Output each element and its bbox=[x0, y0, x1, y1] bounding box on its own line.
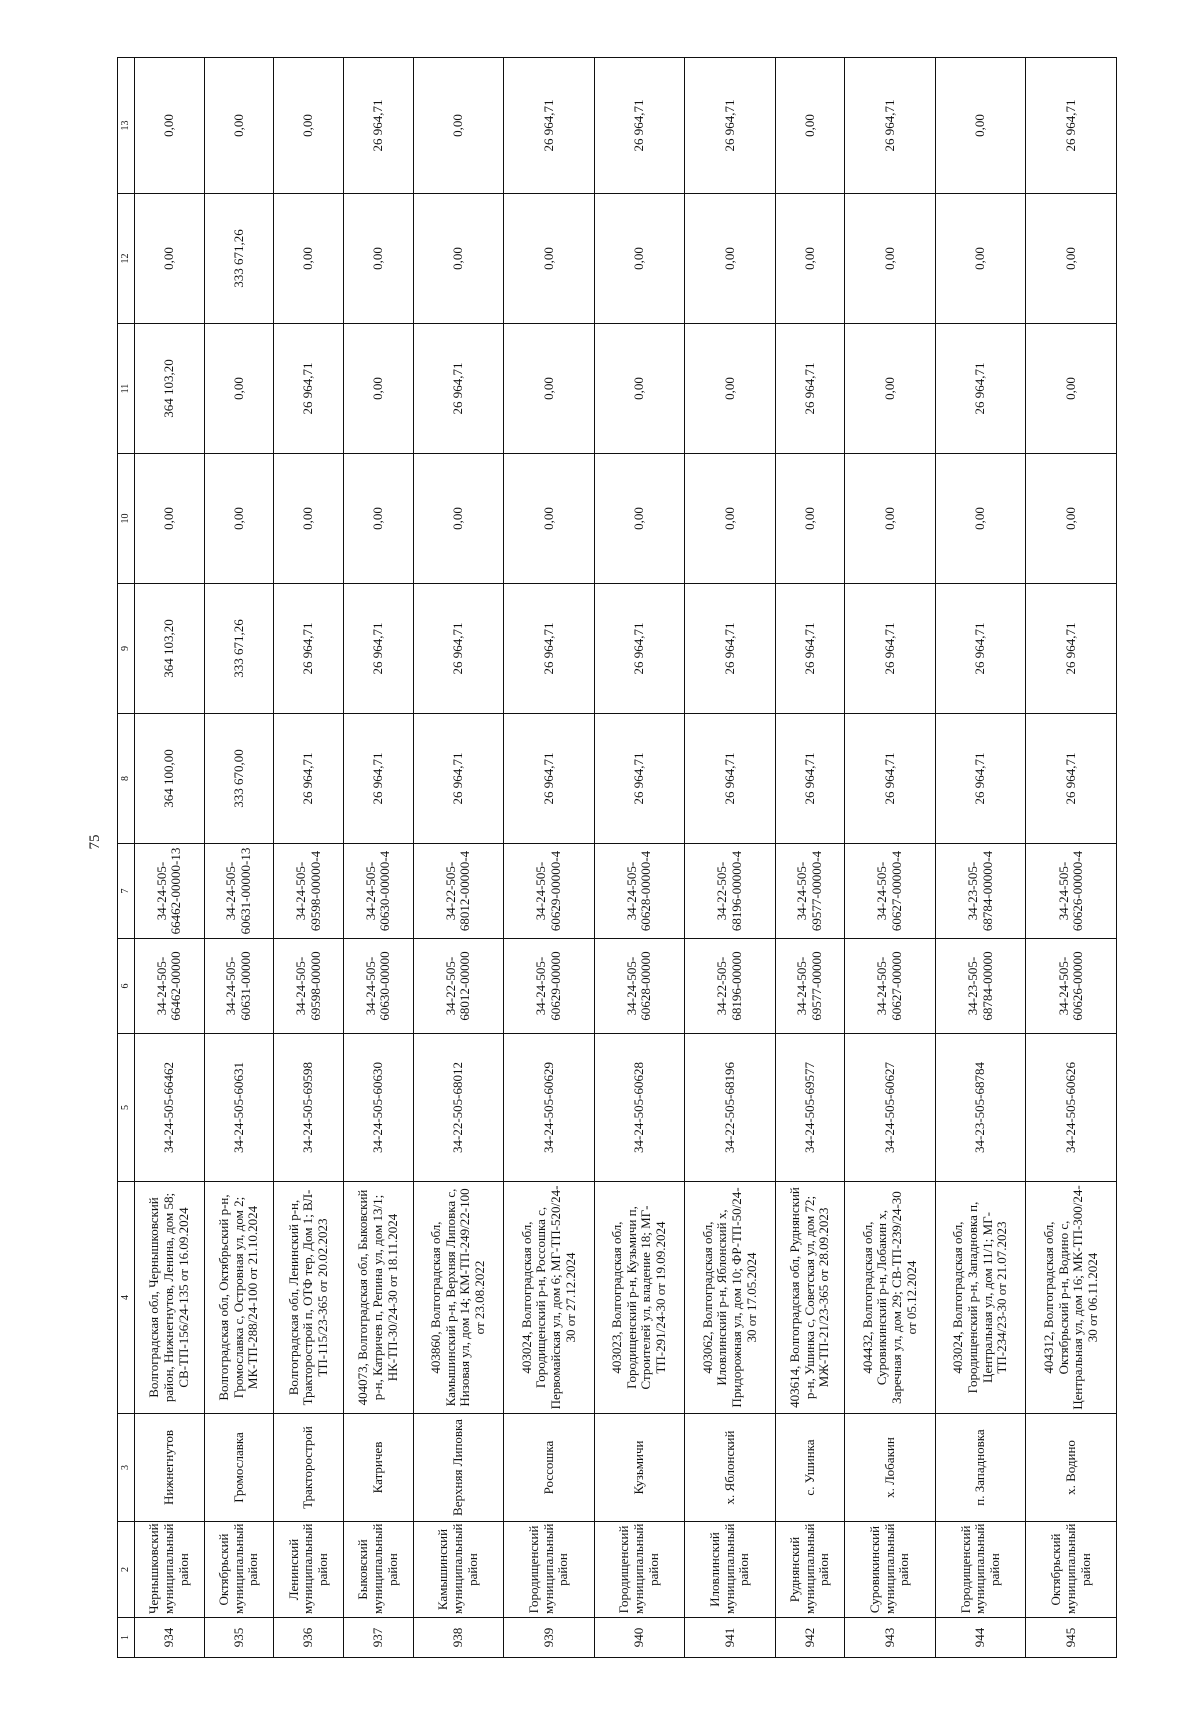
amount-cell-10: 0,00 bbox=[594, 454, 685, 584]
amount-cell-11: 26 964,71 bbox=[775, 324, 845, 454]
table-row bbox=[1026, 58, 1117, 1658]
code-suffix-cell: 34-24-505-60627-00000-4 bbox=[845, 844, 936, 939]
address-cell: 404073, Волгоградская обл, Быковский р-н, Катричев п, Репина ул, дом 13/1; НК-ТП-30/24-30 от 18.11.2024 bbox=[343, 1182, 413, 1414]
settlement-cell: п. Западновка bbox=[935, 1414, 1026, 1522]
table-row bbox=[204, 58, 274, 1658]
settlement-cell: Громославка bbox=[204, 1414, 274, 1522]
amount-cell-11: 26 964,71 bbox=[413, 324, 504, 454]
code-cell: 34-24-505-69598 bbox=[274, 1034, 344, 1182]
column-number: 10 bbox=[118, 454, 135, 584]
code-cell: 34-24-505-69577 bbox=[775, 1034, 845, 1182]
amount-cell-9: 26 964,71 bbox=[935, 584, 1026, 714]
amount-cell-8: 26 964,71 bbox=[775, 714, 845, 844]
address-cell: 403024, Волгоградская обл, Городищенский р-н, Россошка с, Первомайская ул, дом 6; МГ-ТП-520/24-30 от 27.12.2024 bbox=[504, 1182, 595, 1414]
amount-cell-12: 0,00 bbox=[775, 194, 845, 324]
amount-cell-13: 0,00 bbox=[935, 58, 1026, 194]
amount-cell-9: 333 671,26 bbox=[204, 584, 274, 714]
row-number: 938 bbox=[413, 1618, 504, 1658]
amount-cell-13: 26 964,71 bbox=[594, 58, 685, 194]
amount-cell-8: 26 964,71 bbox=[594, 714, 685, 844]
amount-cell-12: 333 671,26 bbox=[204, 194, 274, 324]
district-cell: Городищенский муниципальный район bbox=[504, 1522, 595, 1618]
settlement-cell: Тракторострой bbox=[274, 1414, 344, 1522]
code-suffix-cell: 34-22-505-68012-00000-4 bbox=[413, 844, 504, 939]
code-suffix-cell: 34-23-505-68784-00000-4 bbox=[935, 844, 1026, 939]
page-number: 75 bbox=[86, 834, 103, 850]
row-number: 937 bbox=[343, 1618, 413, 1658]
address-cell: 404432, Волгоградская обл, Суровикинский р-н, Лобакин х, Заречная ул, дом 29; СВ-ТП-239/24-30 от 05.12.2024 bbox=[845, 1182, 936, 1414]
amount-cell-13: 26 964,71 bbox=[845, 58, 936, 194]
amount-cell-13: 0,00 bbox=[775, 58, 845, 194]
amount-cell-9: 26 964,71 bbox=[1026, 584, 1117, 714]
amount-cell-11: 0,00 bbox=[504, 324, 595, 454]
amount-cell-12: 0,00 bbox=[594, 194, 685, 324]
code-suffix-cell: 34-24-505-66462-00000-13 bbox=[135, 844, 205, 939]
code-suffix-cell: 34-24-505-60626-00000-4 bbox=[1026, 844, 1117, 939]
district-cell: Быковский муниципальный район bbox=[343, 1522, 413, 1618]
code-full-cell: 34-24-505-60630-00000 bbox=[343, 939, 413, 1034]
amount-cell-12: 0,00 bbox=[504, 194, 595, 324]
registry-table bbox=[117, 57, 1117, 1658]
table-row bbox=[935, 58, 1026, 1658]
settlement-cell: Верхняя Липовка bbox=[413, 1414, 504, 1522]
table-row bbox=[135, 58, 205, 1658]
amount-cell-13: 26 964,71 bbox=[343, 58, 413, 194]
address-cell: Волгоградская обл, Октябрьский р-н, Громославка с, Островная ул, дом 2; МК-ТП-288/24-100 от 21.10.2024 bbox=[204, 1182, 274, 1414]
code-suffix-cell: 34-24-505-60631-00000-13 bbox=[204, 844, 274, 939]
amount-cell-9: 26 964,71 bbox=[343, 584, 413, 714]
settlement-cell: Кузьмичи bbox=[594, 1414, 685, 1522]
code-suffix-cell: 34-22-505-68196-00000-4 bbox=[685, 844, 776, 939]
code-cell: 34-24-505-60627 bbox=[845, 1034, 936, 1182]
code-full-cell: 34-24-505-60627-00000 bbox=[845, 939, 936, 1034]
amount-cell-9: 26 964,71 bbox=[504, 584, 595, 714]
code-full-cell: 34-24-505-60626-00000 bbox=[1026, 939, 1117, 1034]
column-number: 1 bbox=[118, 1618, 135, 1658]
settlement-cell: Россошка bbox=[504, 1414, 595, 1522]
amount-cell-10: 0,00 bbox=[504, 454, 595, 584]
amount-cell-10: 0,00 bbox=[135, 454, 205, 584]
address-cell: 403860, Волгоградская обл, Камышинский р-н, Верхняя Липовка с, Низовая ул, дом 14; КМ-ТП-249/22-100 от 23.08.2022 bbox=[413, 1182, 504, 1414]
column-number: 4 bbox=[118, 1182, 135, 1414]
amount-cell-8: 364 100,00 bbox=[135, 714, 205, 844]
amount-cell-8: 26 964,71 bbox=[343, 714, 413, 844]
code-cell: 34-22-505-68196 bbox=[685, 1034, 776, 1182]
amount-cell-8: 26 964,71 bbox=[274, 714, 344, 844]
row-number: 939 bbox=[504, 1618, 595, 1658]
amount-cell-10: 0,00 bbox=[274, 454, 344, 584]
table-row bbox=[413, 58, 504, 1658]
amount-cell-13: 0,00 bbox=[135, 58, 205, 194]
code-cell: 34-24-505-60631 bbox=[204, 1034, 274, 1182]
district-cell: Городищенский муниципальный район bbox=[935, 1522, 1026, 1618]
column-number: 5 bbox=[118, 1034, 135, 1182]
table-row bbox=[685, 58, 776, 1658]
table-row bbox=[343, 58, 413, 1658]
amount-cell-9: 26 964,71 bbox=[274, 584, 344, 714]
column-number: 7 bbox=[118, 844, 135, 939]
amount-cell-8: 333 670,00 bbox=[204, 714, 274, 844]
code-full-cell: 34-24-505-69577-00000 bbox=[775, 939, 845, 1034]
district-cell: Камышинский муниципальный район bbox=[413, 1522, 504, 1618]
code-suffix-cell: 34-24-505-60630-00000-4 bbox=[343, 844, 413, 939]
amount-cell-11: 0,00 bbox=[1026, 324, 1117, 454]
row-number: 936 bbox=[274, 1618, 344, 1658]
amount-cell-10: 0,00 bbox=[845, 454, 936, 584]
amount-cell-12: 0,00 bbox=[1026, 194, 1117, 324]
row-number: 935 bbox=[204, 1618, 274, 1658]
amount-cell-13: 0,00 bbox=[274, 58, 344, 194]
district-cell: Суровикинский муниципальный район bbox=[845, 1522, 936, 1618]
row-number: 941 bbox=[685, 1618, 776, 1658]
code-cell: 34-24-505-66462 bbox=[135, 1034, 205, 1182]
district-cell: Городищенский муниципальный район bbox=[594, 1522, 685, 1618]
district-cell: Чернышковский муниципальный район bbox=[135, 1522, 205, 1618]
settlement-cell: х. Яблонский bbox=[685, 1414, 776, 1522]
row-number: 943 bbox=[845, 1618, 936, 1658]
address-cell: Волгоградская обл, Чернышковский район, Нижнегнутов, Ленина, дом 58; СВ-ТП-156/24-135 от 16.09.2024 bbox=[135, 1182, 205, 1414]
code-cell: 34-24-505-60629 bbox=[504, 1034, 595, 1182]
amount-cell-12: 0,00 bbox=[135, 194, 205, 324]
amount-cell-10: 0,00 bbox=[204, 454, 274, 584]
amount-cell-8: 26 964,71 bbox=[685, 714, 776, 844]
column-number: 3 bbox=[118, 1414, 135, 1522]
district-cell: Ленинский муниципальный район bbox=[274, 1522, 344, 1618]
code-cell: 34-24-505-60626 bbox=[1026, 1034, 1117, 1182]
table-row bbox=[504, 58, 595, 1658]
amount-cell-11: 0,00 bbox=[204, 324, 274, 454]
district-cell: Октябрьский муниципальный район bbox=[204, 1522, 274, 1618]
district-cell: Руднянский муниципальный район bbox=[775, 1522, 845, 1618]
code-cell: 34-22-505-68012 bbox=[413, 1034, 504, 1182]
code-suffix-cell: 34-24-505-69577-00000-4 bbox=[775, 844, 845, 939]
amount-cell-13: 26 964,71 bbox=[504, 58, 595, 194]
table-row bbox=[775, 58, 845, 1658]
code-suffix-cell: 34-24-505-69598-00000-4 bbox=[274, 844, 344, 939]
amount-cell-11: 364 103,20 bbox=[135, 324, 205, 454]
amount-cell-8: 26 964,71 bbox=[413, 714, 504, 844]
column-number: 2 bbox=[118, 1522, 135, 1618]
code-full-cell: 34-24-505-60631-00000 bbox=[204, 939, 274, 1034]
column-number: 9 bbox=[118, 584, 135, 714]
amount-cell-13: 0,00 bbox=[413, 58, 504, 194]
amount-cell-13: 0,00 bbox=[204, 58, 274, 194]
amount-cell-8: 26 964,71 bbox=[845, 714, 936, 844]
column-number: 13 bbox=[118, 58, 135, 194]
code-suffix-cell: 34-24-505-60628-00000-4 bbox=[594, 844, 685, 939]
address-cell: 403062, Волгоградская обл, Иловлинский р-н, Яблонский х, Придорожная ул, дом 10; ФР-ТП-50/24-30 от 17.05.2024 bbox=[685, 1182, 776, 1414]
amount-cell-11: 0,00 bbox=[845, 324, 936, 454]
amount-cell-12: 0,00 bbox=[413, 194, 504, 324]
address-cell: 403023, Волгоградская обл, Городищенский р-н, Кузьмичи п, Строителей ул, владение 18; МГ-ТП-291/24-30 от 19.09.2024 bbox=[594, 1182, 685, 1414]
row-number: 942 bbox=[775, 1618, 845, 1658]
code-full-cell: 34-22-505-68196-00000 bbox=[685, 939, 776, 1034]
column-number: 8 bbox=[118, 714, 135, 844]
amount-cell-11: 26 964,71 bbox=[274, 324, 344, 454]
row-number: 940 bbox=[594, 1618, 685, 1658]
row-number: 944 bbox=[935, 1618, 1026, 1658]
amount-cell-11: 26 964,71 bbox=[935, 324, 1026, 454]
amount-cell-9: 26 964,71 bbox=[685, 584, 776, 714]
amount-cell-11: 0,00 bbox=[594, 324, 685, 454]
amount-cell-12: 0,00 bbox=[685, 194, 776, 324]
column-number: 6 bbox=[118, 939, 135, 1034]
amount-cell-13: 26 964,71 bbox=[685, 58, 776, 194]
table-row bbox=[845, 58, 936, 1658]
amount-cell-9: 26 964,71 bbox=[413, 584, 504, 714]
amount-cell-11: 0,00 bbox=[685, 324, 776, 454]
settlement-cell: х. Лобакин bbox=[845, 1414, 936, 1522]
amount-cell-9: 26 964,71 bbox=[845, 584, 936, 714]
amount-cell-12: 0,00 bbox=[845, 194, 936, 324]
address-cell: 403024, Волгоградская обл, Городищенский р-н, Западновка п, Центральная ул, дом 11/1; МГ-ТП-234/23-30 от 21.07.2023 bbox=[935, 1182, 1026, 1414]
code-full-cell: 34-22-505-68012-00000 bbox=[413, 939, 504, 1034]
code-full-cell: 34-24-505-66462-00000 bbox=[135, 939, 205, 1034]
amount-cell-10: 0,00 bbox=[1026, 454, 1117, 584]
amount-cell-12: 0,00 bbox=[935, 194, 1026, 324]
amount-cell-12: 0,00 bbox=[274, 194, 344, 324]
amount-cell-10: 0,00 bbox=[343, 454, 413, 584]
column-number: 12 bbox=[118, 194, 135, 324]
registry-sheet bbox=[117, 58, 1117, 1658]
code-cell: 34-24-505-60628 bbox=[594, 1034, 685, 1182]
amount-cell-10: 0,00 bbox=[413, 454, 504, 584]
amount-cell-8: 26 964,71 bbox=[504, 714, 595, 844]
amount-cell-9: 26 964,71 bbox=[775, 584, 845, 714]
amount-cell-10: 0,00 bbox=[775, 454, 845, 584]
amount-cell-8: 26 964,71 bbox=[935, 714, 1026, 844]
settlement-cell: Катричев bbox=[343, 1414, 413, 1522]
amount-cell-10: 0,00 bbox=[685, 454, 776, 584]
column-number-row bbox=[118, 58, 135, 1658]
code-full-cell: 34-24-505-60628-00000 bbox=[594, 939, 685, 1034]
row-number: 945 bbox=[1026, 1618, 1117, 1658]
settlement-cell: с. Ушинка bbox=[775, 1414, 845, 1522]
district-cell: Иловлинский муниципальный район bbox=[685, 1522, 776, 1618]
table-row bbox=[594, 58, 685, 1658]
settlement-cell: х. Водино bbox=[1026, 1414, 1117, 1522]
table-row bbox=[274, 58, 344, 1658]
amount-cell-9: 364 103,20 bbox=[135, 584, 205, 714]
amount-cell-13: 26 964,71 bbox=[1026, 58, 1117, 194]
address-cell: 403614, Волгоградская обл, Руднянский р-н, Ушинка с, Советская ул, дом 72; МЖ-ТП-21/23-365 от 28.09.2023 bbox=[775, 1182, 845, 1414]
settlement-cell: Нижнегнутов bbox=[135, 1414, 205, 1522]
code-full-cell: 34-24-505-69598-00000 bbox=[274, 939, 344, 1034]
code-full-cell: 34-23-505-68784-00000 bbox=[935, 939, 1026, 1034]
row-number: 934 bbox=[135, 1618, 205, 1658]
code-cell: 34-24-505-60630 bbox=[343, 1034, 413, 1182]
amount-cell-10: 0,00 bbox=[935, 454, 1026, 584]
amount-cell-12: 0,00 bbox=[343, 194, 413, 324]
amount-cell-9: 26 964,71 bbox=[594, 584, 685, 714]
address-cell: 404312, Волгоградская обл, Октябрьский р-н, Водино с, Центральная ул, дом 16; МК-ТП-300/24-30 от 06.11.2024 bbox=[1026, 1182, 1117, 1414]
code-cell: 34-23-505-68784 bbox=[935, 1034, 1026, 1182]
column-number: 11 bbox=[118, 324, 135, 454]
code-suffix-cell: 34-24-505-60629-00000-4 bbox=[504, 844, 595, 939]
amount-cell-8: 26 964,71 bbox=[1026, 714, 1117, 844]
code-full-cell: 34-24-505-60629-00000 bbox=[504, 939, 595, 1034]
address-cell: Волгоградская обл, Ленинский р-н, Тракторострой п, ОТФ тер, Дом 1; ВЛ-ТП-115/23-365 от 20.02.2023 bbox=[274, 1182, 344, 1414]
district-cell: Октябрьский муниципальный район bbox=[1026, 1522, 1117, 1618]
amount-cell-11: 0,00 bbox=[343, 324, 413, 454]
